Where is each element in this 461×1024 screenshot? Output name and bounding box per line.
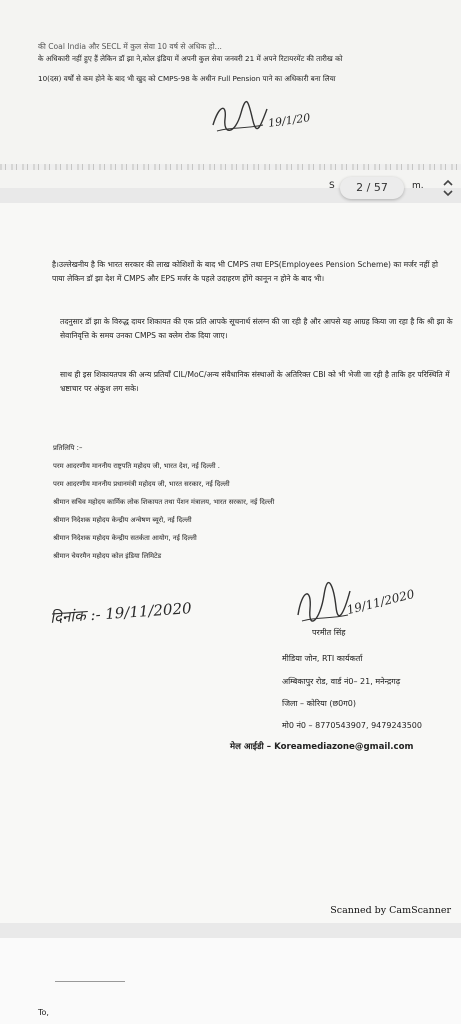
sender-phone: मो0 नं0 – 8770543907, 9479243500 bbox=[282, 721, 422, 730]
sender-name: परमीत सिंह bbox=[312, 628, 346, 637]
sender-signature-date: 19/11/2020 bbox=[345, 586, 416, 618]
cc-item: श्रीमान निदेशक महोदय केन्द्रीय अन्वेषण ब्यूरो, नई दिल्ली bbox=[53, 516, 192, 524]
signature-image bbox=[205, 95, 275, 143]
sender-email: मेल आईडी – Koreamediazone@gmail.com bbox=[230, 742, 414, 752]
cc-item: परम आदरणीय माननीय प्रधानमंत्री महोदय जी, भारत सरकार, नई दिल्ली bbox=[53, 480, 230, 488]
page-gap bbox=[0, 923, 461, 938]
signature-date: 19/1/20 bbox=[267, 111, 312, 130]
paragraph-1: है।उल्लेखनीय है कि भारत सरकार की लाख कोशिशों के बाद भी CMPS तथा EPS(Employees Pension Scheme) का मर्जर नहीं हो पाया लेकिन डॉ झा देश में CMPS और EPS मर्जर के पहले उदाहरण होंगे कानून न होने के बाद भी। bbox=[52, 260, 438, 283]
scan-line bbox=[55, 981, 125, 982]
sender-role: मीडिया जोन, RTI कार्यकर्ता bbox=[282, 654, 363, 663]
cc-heading: प्रतिलिपि :– bbox=[53, 444, 83, 452]
scroll-handle-icon[interactable] bbox=[441, 176, 455, 200]
sender-district: जिला – कोरिया (छ0ग0) bbox=[282, 699, 356, 708]
cc-item: श्रीमान सचिव महोदय कार्मिक लोक शिकायत तथा पेंशन मंत्रालय, भारत सरकार, नई दिल्ली bbox=[53, 498, 275, 506]
scan-noise bbox=[0, 164, 461, 170]
page1-line-3: 10(दस) वर्षों से कम होने के बाद भी खुद को CMPS-98 के अधीन Full Pension पाने का अधिकारी बना लिया bbox=[38, 74, 336, 83]
cc-item: श्रीमान चेयरमैन महोदय कोल इंडिया लिमिटेड bbox=[53, 552, 162, 560]
cc-item: श्रीमान निदेशक महोदय केन्द्रीय सतर्कता आयोग, नई दिल्ली bbox=[53, 534, 197, 542]
cut-text-left: S bbox=[329, 181, 335, 188]
page1-line-1: की Coal India और SECL में कुल सेवा 10 वर्ष से अधिक हो... bbox=[38, 42, 222, 51]
document-page-1 bbox=[0, 0, 461, 188]
page-indicator[interactable]: 2 / 57 bbox=[340, 177, 404, 199]
handwritten-date: दिनांक :- 19/11/2020 bbox=[49, 599, 193, 627]
paragraph-3: साथ ही इस शिकायतपत्र की अन्य प्रतियाँ CIL/MoC/अन्य संवैधानिक संस्थाओं के अतिरिक्त CBI को भी भेजी जा रही है ताकि हर परिस्थिति में भ्रष्टाचार पर अंकुश लग सके। bbox=[60, 370, 450, 393]
to-label: To, bbox=[38, 1008, 49, 1017]
paragraph-2: तदनुसार डॉ झा के विरुद्ध दायर शिकायत की एक प्रति आपके सूचनार्थ संलग्न की जा रही है और आपसे यह आग्रह किया जा रहा है कि श्री झा के सेवानिवृत्ति के समय उनका CMPS का क्लेम रोक दिया जाए। bbox=[60, 317, 453, 340]
document-page-3 bbox=[0, 938, 461, 1024]
scanned-by-watermark: Scanned by CamScanner bbox=[330, 905, 451, 916]
document-page-2 bbox=[0, 203, 461, 923]
sender-address: अम्बिकापुर रोड, वार्ड नं0– 21, मनेन्द्रगढ़ bbox=[282, 677, 401, 686]
page1-line-2: के अधिकारी नहीं हुए हैं लेकिन डॉ झा ने,कोल इंडिया में अपनी कुल सेवा जनवरी 21 में अपने रिटायरमेंट की तारीख को bbox=[38, 54, 343, 63]
cc-item: परम आदरणीय माननीय राष्ट्रपति महोदय जी, भारत देश, नई दिल्ली . bbox=[53, 462, 220, 470]
cut-text-right: m. bbox=[412, 181, 424, 188]
